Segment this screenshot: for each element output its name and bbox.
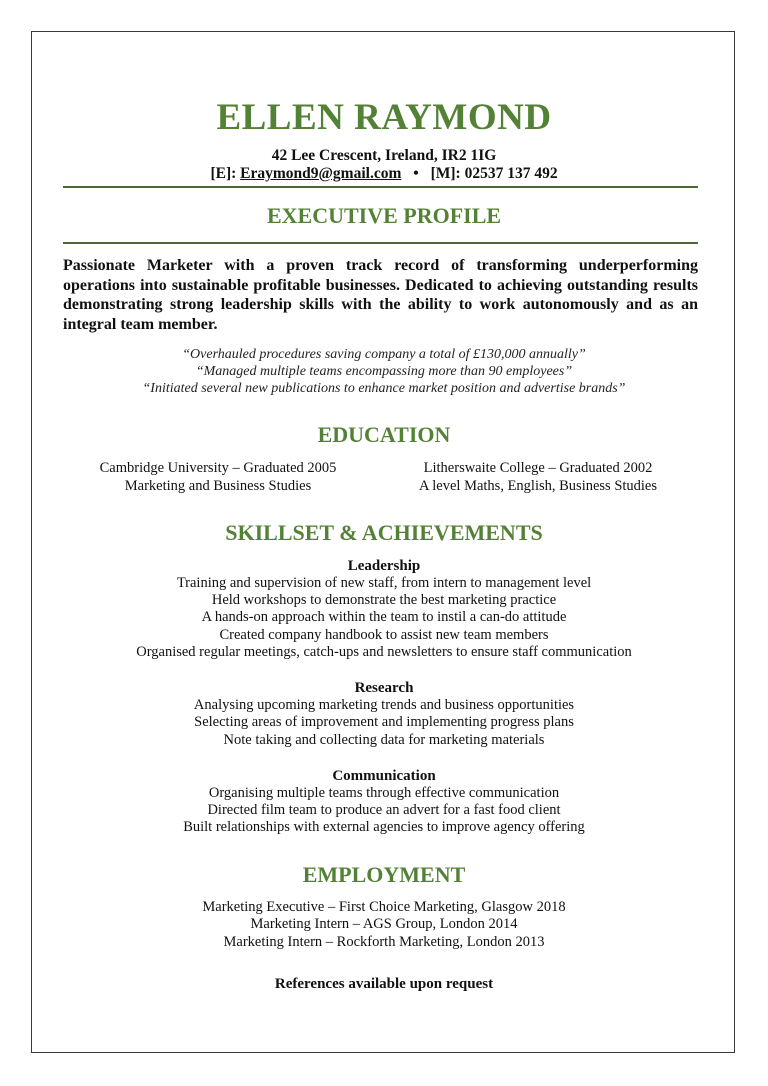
skill-item: Analysing upcoming marketing trends and business opportunities [193,697,575,713]
references-note: References available upon request [274,976,494,992]
section-title-employment: EMPLOYMENT [302,862,466,887]
skill-item: Training and supervision of new staff, from intern to management level [176,575,592,591]
divider-top [63,186,698,188]
skill-item: Built relationships with external agencies to improve agency offering [183,819,585,835]
mobile-label: [M]: [430,165,461,182]
mobile-number: 02537 137 492 [464,165,558,182]
skill-item: Created company handbook to assist new team members [219,627,549,643]
section-title-profile: EXECUTIVE PROFILE [266,203,502,228]
skill-item: Organising multiple teams through effective communication [208,785,560,801]
quote-3: “Initiated several new publications to enhance market position and advertise brands” [142,381,626,396]
education-course: Marketing and Business Studies [124,478,312,494]
profile-summary: Passionate Marketer with a proven track record of transforming underperforming operations into sustainable profitable businesses. Dedicated to achieving outstanding results demonstrating strong leadership skills with the ability to work autonomously and as an integral team member. [63,257,698,333]
skill-item: A hands-on approach within the team to instil a can-do attitude [201,609,567,625]
candidate-name: ELLEN RAYMOND [216,97,552,138]
quote-1: “Overhauled procedures saving company a total of £130,000 annually” [182,347,586,362]
employment-item: Marketing Intern – Rockforth Marketing, London 2013 [223,934,545,950]
education-institution: Litherswaite College – Graduated 2002 [423,460,653,476]
employment-item: Marketing Intern – AGS Group, London 2014 [250,916,518,932]
skill-group-heading-communication: Communication [332,768,436,784]
section-title-skills: SKILLSET & ACHIEVEMENTS [225,520,543,545]
skill-item: Directed film team to produce an advert for a fast food client [207,802,561,818]
skill-item: Organised regular meetings, catch-ups and newsletters to ensure staff communication [136,644,632,660]
education-item-2 [378,459,698,495]
education-institution: Cambridge University – Graduated 2005 [99,460,337,476]
separator-bullet: • [413,165,419,182]
skill-item: Held workshops to demonstrate the best marketing practice [211,592,557,608]
email-label: [E]: [210,165,237,182]
email-link[interactable]: Eraymond9@gmail.com [240,165,402,182]
education-item-1 [58,459,378,495]
skill-group-heading-leadership: Leadership [347,558,421,574]
contact-line [0,164,768,183]
section-title-education: EDUCATION [317,422,451,447]
skill-item: Note taking and collecting data for marketing materials [223,732,545,748]
employment-item: Marketing Executive – First Choice Marketing, Glasgow 2018 [202,899,566,915]
skill-group-heading-research: Research [354,680,414,696]
address: 42 Lee Crescent, Ireland, IR2 1IG [271,147,497,164]
skill-item: Selecting areas of improvement and implementing progress plans [194,714,574,730]
quote-2: “Managed multiple teams encompassing more than 90 employees” [195,364,573,379]
education-course: A level Maths, English, Business Studies [418,478,658,494]
divider-profile [63,242,698,244]
